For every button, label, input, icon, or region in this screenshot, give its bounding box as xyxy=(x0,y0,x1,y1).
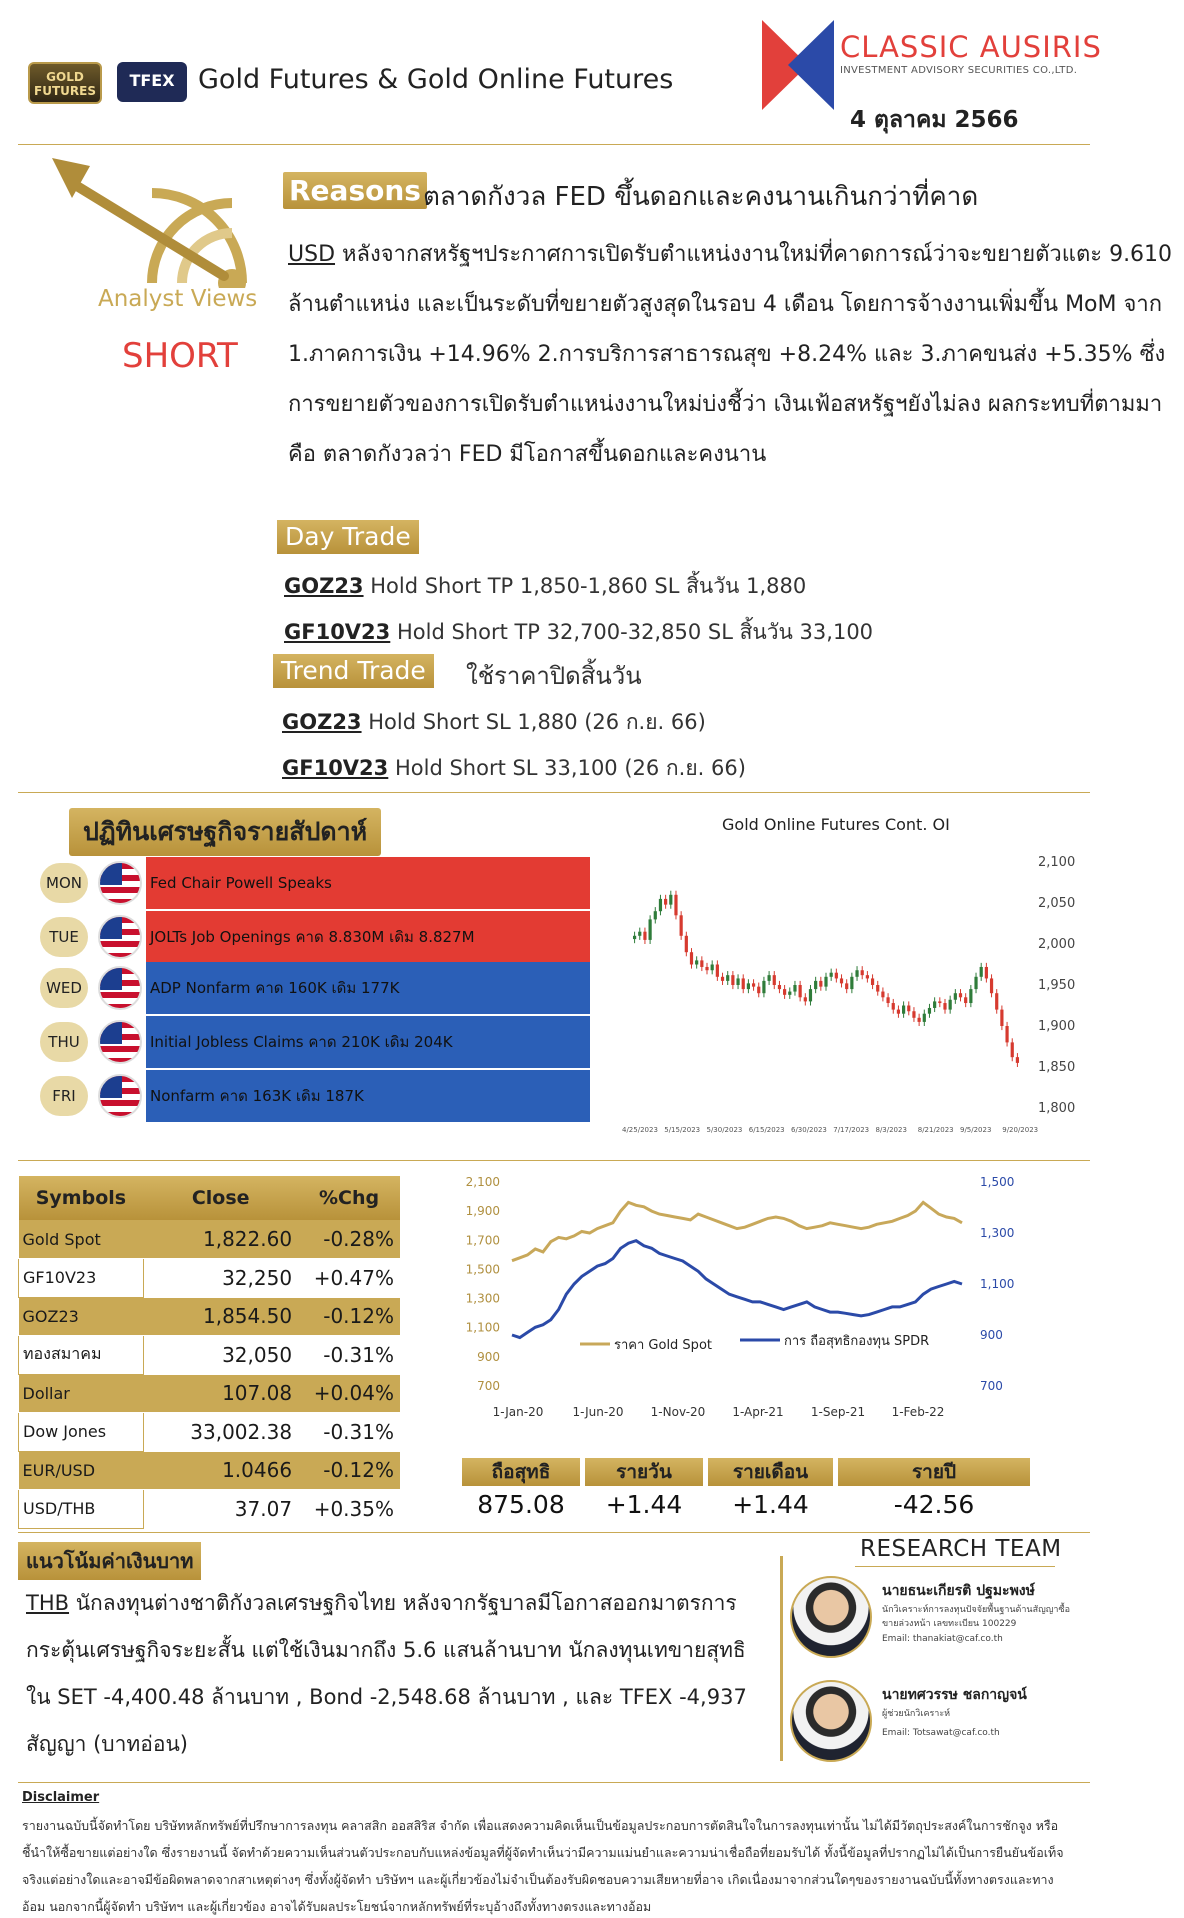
cell-symbol: Dollar xyxy=(19,1374,144,1413)
oi-chart-title: Gold Online Futures Cont. OI xyxy=(722,815,950,834)
target-arrow-icon xyxy=(52,158,272,288)
calendar-row-mon xyxy=(36,857,596,909)
research-team-title: RESEARCH TEAM xyxy=(860,1536,1062,1562)
oi-candle xyxy=(799,985,802,997)
cell-close: 32,250 xyxy=(143,1259,298,1298)
oi-candle xyxy=(669,895,672,905)
symbols-table xyxy=(18,1176,400,1529)
cell-chg: -0.12% xyxy=(298,1451,400,1490)
oi-candle xyxy=(742,978,745,989)
calendar-row-tue xyxy=(36,911,596,963)
stance-label: SHORT xyxy=(122,336,238,376)
oi-candle xyxy=(793,985,796,992)
oi-candle xyxy=(943,1003,946,1010)
stat-monthly: +1.44 xyxy=(732,1490,809,1519)
oi-candle xyxy=(809,989,812,1001)
us-flag-icon xyxy=(98,861,142,905)
oi-candle xyxy=(850,977,853,989)
oi-candle xyxy=(747,983,750,989)
cell-chg: +0.35% xyxy=(298,1490,400,1529)
cell-symbol: USD/THB xyxy=(19,1490,144,1529)
stat-head-daily: รายวัน xyxy=(585,1458,703,1486)
oi-x-tick: 8/21/2023 xyxy=(917,1126,954,1134)
oi-candle xyxy=(928,1008,931,1014)
spdr-x-tick: 1-Jun-20 xyxy=(572,1405,624,1419)
spdr-series-line-1 xyxy=(512,1241,962,1338)
table-row xyxy=(19,1451,401,1490)
gold-futures-logo xyxy=(28,62,102,104)
cell-chg: -0.31% xyxy=(298,1336,400,1375)
oi-candle xyxy=(892,1003,895,1010)
calendar-event: Initial Jobless Claims คาด 210K เดิม 204K xyxy=(146,1016,590,1068)
legend-spdr-label: การ ถือสุทธิกองทุน SPDR xyxy=(784,1334,930,1349)
analyst-1-name: นายธนะเกียรติ ปฐมะพงษ์ xyxy=(882,1583,1035,1599)
oi-candle xyxy=(700,960,703,967)
oi-candle xyxy=(1000,1010,1003,1026)
oi-x-tick: 4/25/2023 xyxy=(622,1126,658,1134)
spdr-y-left-tick: 1,100 xyxy=(465,1320,500,1335)
trend-trade-line-1 xyxy=(282,706,706,739)
oi-candle xyxy=(716,965,719,977)
day-trade-line-1 xyxy=(284,570,806,603)
trend-trade-tag: Trend Trade xyxy=(273,654,434,688)
reasons-title: ตลาดกังวล FED ขึ้นดอกและคงนานเกินกว่าที่คาด xyxy=(423,182,979,212)
oi-candle xyxy=(633,936,636,939)
oi-candle xyxy=(643,932,646,940)
page-title: Gold Futures & Gold Online Futures xyxy=(198,64,674,95)
day-trade-symbol-1: GOZ23 xyxy=(284,574,364,598)
spdr-y-left-tick: 900 xyxy=(477,1349,500,1364)
cell-symbol: Gold Spot xyxy=(19,1220,144,1259)
report-date: 4 ตุลาคม 2566 xyxy=(850,107,1019,133)
oi-candle xyxy=(871,978,874,985)
oi-x-tick: 7/17/2023 xyxy=(833,1126,870,1134)
spdr-y-right-tick: 1,500 xyxy=(980,1175,1015,1189)
oi-y-tick: 1,850 xyxy=(1038,1060,1076,1075)
oi-candle xyxy=(990,978,993,993)
day-trade-text-2: Hold Short TP 32,700-32,850 SL สิ้นวัน 33,100 xyxy=(390,620,874,644)
oi-candle xyxy=(938,1001,941,1003)
logo-tfex-text: TFEX xyxy=(129,71,175,90)
oi-candle xyxy=(711,965,714,971)
oi-candlestick-chart xyxy=(620,842,1090,1142)
oi-candle xyxy=(752,983,755,986)
spdr-y-left-tick: 700 xyxy=(477,1379,500,1393)
oi-candle xyxy=(685,936,688,952)
spdr-y-left-tick: 1,700 xyxy=(465,1233,500,1248)
cell-close: 37.07 xyxy=(143,1490,298,1529)
oi-candle xyxy=(824,977,827,987)
oi-x-tick: 9/5/2023 xyxy=(959,1126,992,1134)
trend-trade-symbol-1: GOZ23 xyxy=(282,710,362,734)
spdr-y-left-tick: 1,300 xyxy=(465,1291,500,1306)
analyst-2-email: Email: Totsawat@caf.co.th xyxy=(882,1728,1000,1738)
oi-candle xyxy=(674,895,677,916)
calendar-row-thu xyxy=(36,1016,596,1068)
oi-candle xyxy=(876,985,879,992)
analyst-2-name: นายทศวรรษ ชลกาญจน์ xyxy=(882,1687,1027,1703)
day-pill: TUE xyxy=(40,917,88,957)
oi-candle xyxy=(649,919,652,940)
oi-candle xyxy=(1005,1026,1008,1042)
company-subtitle: INVESTMENT ADVISORY SECURITIES CO.,LTD. xyxy=(840,65,1078,76)
analyst-views-label: Analyst Views xyxy=(98,286,258,312)
analyst-1-avatar xyxy=(790,1576,872,1658)
oi-candle xyxy=(778,985,781,989)
baht-paragraph xyxy=(26,1580,766,1768)
legend-gold-label: ราคา Gold Spot xyxy=(614,1338,712,1353)
day-trade-tag: Day Trade xyxy=(277,520,419,554)
cell-chg: +0.47% xyxy=(298,1259,400,1298)
analyst-2-role: ผู้ช่วยนักวิเคราะห์ xyxy=(882,1709,951,1719)
baht-trend-tag: แนวโน้มค่าเงินบาท xyxy=(18,1542,201,1580)
oi-candle xyxy=(912,1011,915,1018)
oi-candle xyxy=(804,997,807,1001)
day-pill: WED xyxy=(40,968,88,1008)
oi-candle xyxy=(1016,1057,1019,1063)
oi-x-tick: 6/30/2023 xyxy=(790,1126,827,1134)
us-flag-icon xyxy=(98,966,142,1010)
table-row xyxy=(19,1259,401,1298)
oi-candle xyxy=(731,975,734,985)
us-flag-icon xyxy=(98,915,142,959)
oi-candle xyxy=(866,975,869,978)
oi-y-tick: 2,100 xyxy=(1038,855,1076,870)
spdr-series-line-0 xyxy=(512,1202,962,1260)
thb-label: THB xyxy=(26,1591,70,1615)
cell-chg: -0.12% xyxy=(298,1297,400,1336)
reasons-tag: Reasons xyxy=(283,172,427,209)
spdr-x-tick: 1-Nov-20 xyxy=(650,1405,706,1419)
oi-candle xyxy=(659,899,662,911)
spdr-y-right-tick: 700 xyxy=(980,1379,1003,1393)
oi-candle xyxy=(845,983,848,989)
oi-candle xyxy=(907,1006,910,1012)
oi-candle xyxy=(918,1018,921,1022)
cell-symbol: GOZ23 xyxy=(19,1297,144,1336)
trend-trade-symbol-2: GF10V23 xyxy=(282,756,389,780)
oi-candle xyxy=(814,981,817,989)
cell-close: 1,854.50 xyxy=(143,1297,298,1336)
day-pill: MON xyxy=(40,863,88,903)
oi-candle xyxy=(757,987,760,994)
oi-candle xyxy=(1011,1042,1014,1057)
cell-chg: -0.31% xyxy=(298,1413,400,1452)
cell-close: 1.0466 xyxy=(143,1451,298,1490)
oi-x-tick: 8/3/2023 xyxy=(875,1126,907,1134)
oi-y-tick: 2,050 xyxy=(1038,896,1076,911)
spdr-y-right-tick: 900 xyxy=(980,1328,1003,1342)
cell-close: 33,002.38 xyxy=(143,1413,298,1452)
oi-candle xyxy=(933,1001,936,1008)
oi-x-tick: 9/20/2023 xyxy=(1002,1126,1039,1134)
oi-y-tick: 1,900 xyxy=(1038,1019,1076,1034)
analyst-1-role: นักวิเคราะห์การลงทุนปัจจัยพื้นฐานด้านสัญญาซื้อ xyxy=(882,1605,1070,1615)
col-symbols: Symbols xyxy=(19,1176,144,1220)
oi-candle xyxy=(902,1006,905,1014)
calendar-row-fri xyxy=(36,1070,596,1122)
oi-candle xyxy=(949,1000,952,1010)
day-pill: THU xyxy=(40,1022,88,1062)
day-trade-text-1: Hold Short TP 1,850-1,860 SL สิ้นวัน 1,880 xyxy=(363,574,807,598)
stat-yearly: -42.56 xyxy=(893,1490,975,1519)
oi-candle xyxy=(974,977,977,989)
table-row xyxy=(19,1413,401,1452)
spdr-y-right-tick: 1,300 xyxy=(980,1226,1015,1240)
oi-candle xyxy=(881,992,884,998)
spdr-x-tick: 1-Feb-22 xyxy=(891,1405,945,1419)
spdr-x-tick: 1-Apr-21 xyxy=(732,1405,784,1419)
calendar-event: Fed Chair Powell Speaks xyxy=(146,857,590,909)
oi-candle xyxy=(654,911,657,919)
calendar-row-wed xyxy=(36,962,596,1014)
us-flag-icon xyxy=(98,1020,142,1064)
company-name: CLASSIC AUSIRIS xyxy=(840,30,1102,64)
oi-candle xyxy=(721,977,724,981)
cell-close: 107.08 xyxy=(143,1374,298,1413)
table-row xyxy=(19,1374,401,1413)
oi-candle xyxy=(923,1014,926,1022)
oi-x-tick: 5/30/2023 xyxy=(706,1126,743,1134)
oi-candle xyxy=(964,997,967,1003)
trend-trade-text-2: Hold Short SL 33,100 (26 ก.ย. 66) xyxy=(388,756,746,780)
disclaimer-text: รายงานฉบับนี้จัดทำโดย บริษัทหลักทรัพย์ที่ปรึกษาการลงทุน คลาสสิก ออสสิริส จำกัด เพื่อแสดงความคิดเห็นเป็นข้อมูลประกอบการตัดสินใจในการลงทุนเท่านั้น ไม่ได้มีวัตถุประสงค์ในการชักจูง หรือชี้นำให้ซื้อขายแต่อย่างใด ซึ่งรายงานนี้ จัดทำด้วยความเห็นส่วนตัวประกอบกับแหล่งข้อมูลที่ผู้จัดทำเห็นว่ามีความแม่นยำและความน่าเชื่อถือที่ยอมรับได้ ทั้งนี้ข้อมูลที่ปรากฏไม่ได้เป็นการยืนยันข้อเท็จจริงแต่อย่างใดและอาจมีข้อผิดพลาดจากสาเหตุต่างๆ ซึ่งทั้งผู้จัดทำ บริษัทฯ และผู้เกี่ยวข้องไม่จำเป็นต้องรับผิดชอบความเสียหายที่อาจ เกิดเนื่องมาจากส่วนใดๆของรายงานฉบับนี้ทั้งทางตรงและทางอ้อม นอกจากนี้ผู้จัดทำ บริษัทฯ และผู้เกี่ยวข้อง อาจได้รับผลประโยชน์จากหลักทรัพย์ที่ระบุอ้างถึงทั้งทางตรงและทางอ้อม xyxy=(22,1818,1064,1914)
oi-candle xyxy=(705,967,708,970)
cell-symbol: GF10V23 xyxy=(19,1259,144,1298)
baht-text: นักลงทุนต่างชาติกังวลเศรษฐกิจไทย หลังจากรัฐบาลมีโอกาสออกมาตรการกระตุ้นเศรษฐกิจระยะสั้น แต่ใช้เงินมากถึง 5.6 แสนล้านบาท นักลงทุนเทขายสุทธิใน SET -4,400.48 ล้านบาท , Bond -2,548.68 ล้านบาท , และ TFEX -4,937 สัญญา (บาทอ่อน) xyxy=(26,1591,747,1756)
tfex-logo xyxy=(117,62,187,102)
cell-close: 1,822.60 xyxy=(143,1220,298,1259)
day-trade-line-2 xyxy=(284,616,873,649)
calendar-title: ปฏิทินเศรษฐกิจรายสัปดาห์ xyxy=(69,808,381,856)
stat-daily: +1.44 xyxy=(605,1490,683,1519)
oi-candle xyxy=(736,978,739,985)
oi-candle xyxy=(664,899,667,905)
classic-ausiris-logo-icon xyxy=(762,20,834,110)
oi-candle xyxy=(695,960,698,964)
table-row xyxy=(19,1297,401,1336)
oi-x-tick: 6/15/2023 xyxy=(748,1126,785,1134)
oi-candle xyxy=(788,992,791,995)
reasons-paragraph xyxy=(288,230,1178,480)
trend-trade-line-2 xyxy=(282,752,746,785)
cell-close: 32,050 xyxy=(143,1336,298,1375)
cell-symbol: ทองสมาคม xyxy=(19,1336,144,1375)
stat-head-monthly: รายเดือน xyxy=(708,1458,833,1486)
oi-x-tick: 5/15/2023 xyxy=(664,1126,701,1134)
stat-head-yearly: รายปี xyxy=(838,1458,1030,1486)
oi-candle xyxy=(959,993,962,997)
oi-candle xyxy=(726,975,729,981)
col-close: Close xyxy=(143,1176,298,1220)
oi-y-tick: 2,000 xyxy=(1038,937,1076,952)
spdr-y-left-tick: 1,500 xyxy=(465,1262,500,1277)
analyst-2-avatar xyxy=(790,1680,872,1762)
oi-candle xyxy=(830,973,833,977)
cell-chg: -0.28% xyxy=(298,1220,400,1259)
gold-spdr-line-chart xyxy=(440,1166,1020,1426)
logo-gold-text: GOLD FUTURES xyxy=(34,70,96,98)
oi-candle xyxy=(985,967,988,978)
spdr-y-right-tick: 1,100 xyxy=(980,1277,1015,1291)
oi-candle xyxy=(783,989,786,995)
calendar-event: JOLTs Job Openings คาด 8.830M เดิม 8.827M xyxy=(146,911,590,963)
table-row xyxy=(19,1336,401,1375)
spdr-x-tick: 1-Sep-21 xyxy=(810,1405,866,1419)
oi-candle xyxy=(897,1010,900,1014)
analyst-1-license: ขายล่วงหน้า เลขทะเบียน 100229 xyxy=(882,1619,1017,1629)
spdr-y-left-tick: 2,100 xyxy=(465,1175,500,1189)
oi-candle xyxy=(638,932,641,936)
oi-candle xyxy=(819,981,822,987)
oi-y-tick: 1,800 xyxy=(1038,1101,1076,1116)
cell-symbol: Dow Jones xyxy=(19,1413,144,1452)
oi-candle xyxy=(840,978,843,983)
col-chg: %Chg xyxy=(298,1176,400,1220)
oi-candle xyxy=(861,970,864,975)
oi-candle xyxy=(855,970,858,977)
oi-candle xyxy=(767,975,770,981)
cell-symbol: EUR/USD xyxy=(19,1451,144,1490)
oi-candle xyxy=(886,997,889,1003)
day-trade-symbol-2: GF10V23 xyxy=(284,620,391,644)
oi-candle xyxy=(762,981,765,993)
oi-candle xyxy=(773,975,776,985)
cell-chg: +0.04% xyxy=(298,1374,400,1413)
table-row xyxy=(19,1220,401,1259)
stat-net: 875.08 xyxy=(477,1490,565,1519)
oi-candle xyxy=(690,952,693,964)
table-row xyxy=(19,1490,401,1529)
oi-y-tick: 1,950 xyxy=(1038,978,1076,993)
calendar-event: ADP Nonfarm คาด 160K เดิม 177K xyxy=(146,962,590,1014)
oi-candle xyxy=(835,973,838,979)
spdr-y-left-tick: 1,900 xyxy=(465,1204,500,1219)
usd-label: USD xyxy=(288,242,336,267)
oi-candle xyxy=(680,915,683,936)
trend-trade-text-1: Hold Short SL 1,880 (26 ก.ย. 66) xyxy=(361,710,706,734)
spdr-x-tick: 1-Jan-20 xyxy=(492,1405,544,1419)
us-flag-icon xyxy=(98,1074,142,1118)
oi-candle xyxy=(969,989,972,1003)
oi-candle xyxy=(995,993,998,1009)
analyst-1-email: Email: thanakiat@caf.co.th xyxy=(882,1634,1003,1644)
disclaimer-title: Disclaimer xyxy=(22,1790,100,1805)
stat-head-net: ถือสุทธิ xyxy=(462,1458,580,1486)
trend-trade-note: ใช้ราคาปิดสิ้นวัน xyxy=(466,662,642,690)
day-pill: FRI xyxy=(40,1076,88,1116)
calendar-event: Nonfarm คาด 163K เดิม 187K xyxy=(146,1070,590,1122)
reasons-text: หลังจากสหรัฐฯประกาศการเปิดรับตำแหน่งงานใหม่ที่คาดการณ์ว่าจะขยายตัวแตะ 9.610 ล้านตำแหน่ง และเป็นระดับที่ขยายตัวสูงสุดในรอบ 4 เดือน โดยการจ้างงานเพิ่มขึ้น MoM จาก 1.ภาคการเงิน +14.96% 2.การบริการสาธารณสุข +8.24% และ 3.ภาคขนส่ง +5.35% ซึ่งการขยายตัวของการเปิดรับตำแหน่งงานใหม่บ่งชี้ว่า เงินเฟ้อสหรัฐฯยังไม่ลง ผลกระทบที่ตามมาคือ ตลาดกังวลว่า FED มีโอกาสขึ้นดอกและคงนาน xyxy=(288,242,1173,467)
oi-candle xyxy=(980,967,983,977)
oi-candle xyxy=(954,993,957,1000)
